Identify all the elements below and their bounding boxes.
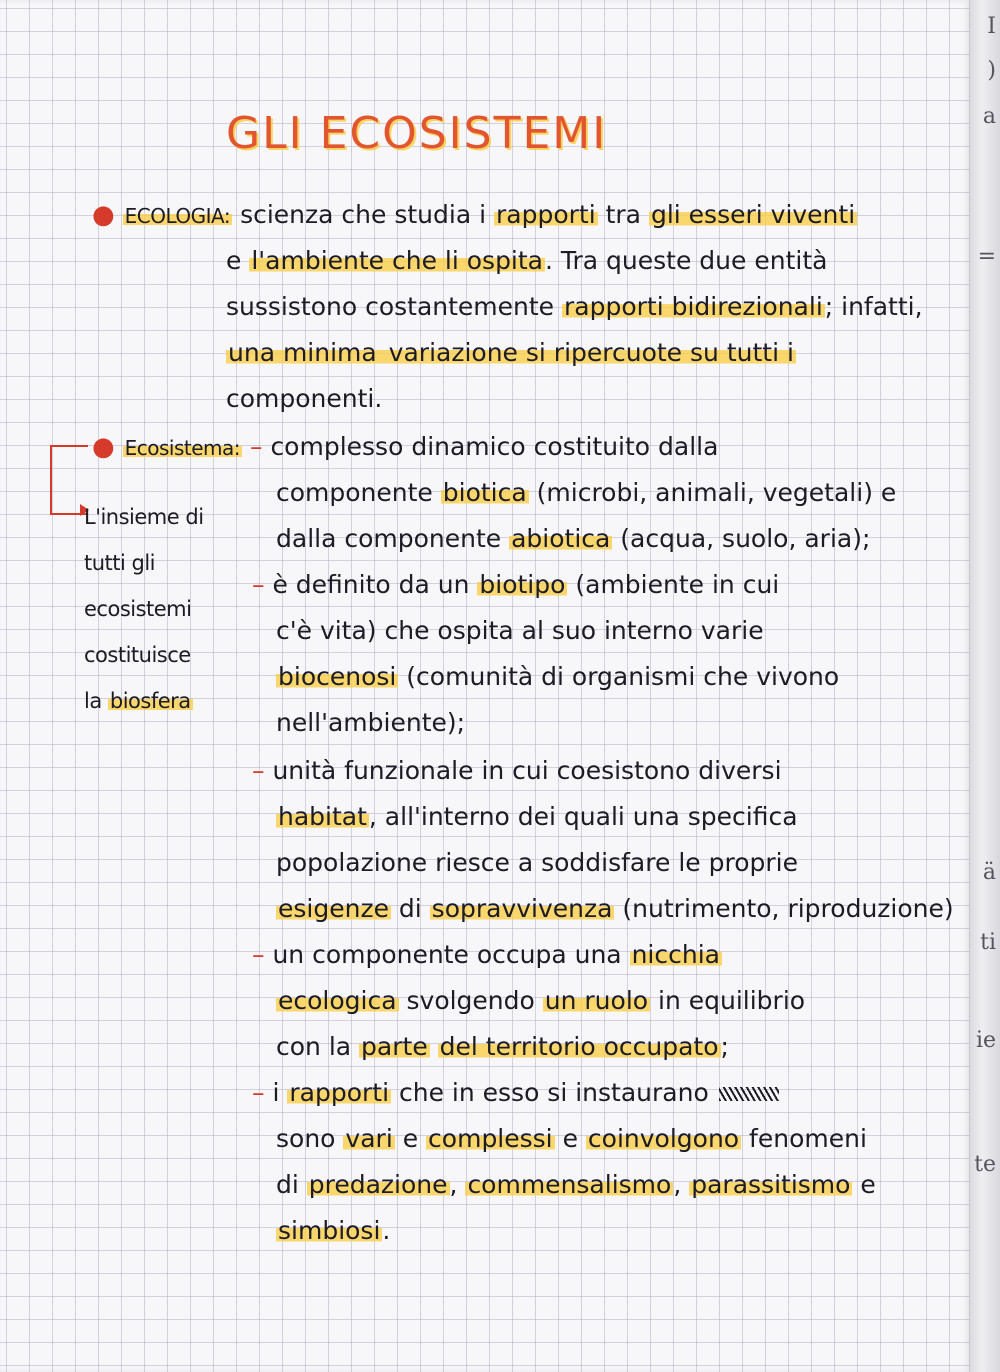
text-segment: popolazione riesce a soddisfare bbox=[276, 848, 671, 877]
side-note-line: L'insieme di bbox=[84, 505, 204, 529]
ecosistema-line-9 bbox=[276, 802, 798, 831]
text-segment: tra bbox=[597, 200, 649, 229]
text-segment: svolgendo bbox=[398, 986, 543, 1015]
highlight-esigenze: esigenze bbox=[278, 894, 389, 923]
text-segment: e bbox=[226, 246, 250, 275]
page-title: GLI ECOSISTEMI bbox=[226, 108, 608, 159]
ecosistema-line-1 bbox=[92, 432, 718, 462]
ecosistema-line-18 bbox=[276, 1216, 390, 1245]
text-segment: che in esso si instaurano bbox=[391, 1078, 709, 1107]
text-segment: scienza che studia i bbox=[240, 200, 494, 229]
ecologia-line-5: componenti. bbox=[226, 384, 383, 413]
edge-glyph: I bbox=[987, 14, 996, 39]
highlight-vari: vari bbox=[345, 1124, 393, 1153]
highlight-rapporti-2: rapporti bbox=[289, 1078, 390, 1107]
text-segment: unità funzionale in cui coesistono diversi bbox=[272, 756, 782, 785]
text-segment: complesso dinamico costituito dalla bbox=[270, 432, 719, 461]
highlight-commensalismo: commensalismo bbox=[467, 1170, 672, 1199]
side-note-line: ecosistemi bbox=[84, 597, 192, 621]
text-segment: un componente occupa una bbox=[272, 940, 630, 969]
text-segment: la bbox=[84, 689, 108, 713]
ecosistema-line-11 bbox=[276, 894, 954, 923]
dash-icon: – bbox=[252, 756, 265, 785]
highlight-nicchia: nicchia bbox=[631, 940, 720, 969]
text-segment: sono bbox=[276, 1124, 344, 1153]
dash-icon: – bbox=[252, 570, 265, 599]
text-segment: fenomeni bbox=[741, 1124, 867, 1153]
edge-glyph: te bbox=[974, 1152, 996, 1177]
text-segment: (comunità di organismi che vivono bbox=[398, 662, 840, 691]
ecosistema-line-7: nell'ambiente); bbox=[276, 708, 466, 737]
text-segment: le proprie bbox=[670, 848, 798, 877]
highlight-predazione: predazione bbox=[308, 1170, 448, 1199]
ecosistema-line-8 bbox=[252, 756, 782, 785]
highlight-una-minima: una minima bbox=[228, 338, 385, 367]
text-segment: e bbox=[554, 1124, 586, 1153]
highlight-complessi: complessi bbox=[428, 1124, 553, 1153]
text-segment: con la bbox=[276, 1032, 360, 1061]
edge-glyph: ti bbox=[980, 930, 996, 955]
ecologia-line-4 bbox=[226, 338, 796, 367]
ecosistema-line-3 bbox=[276, 524, 870, 553]
text-segment: in equilibrio bbox=[650, 986, 806, 1015]
ecologia-line-3 bbox=[226, 292, 923, 321]
highlight-biosfera: biosfera bbox=[109, 689, 191, 713]
ecosistema-line-10 bbox=[276, 848, 798, 877]
bullet-dot-icon: ● bbox=[92, 200, 115, 230]
text-segment: ; infatti, bbox=[824, 292, 923, 321]
ecosistema-line-4 bbox=[252, 570, 779, 599]
text-segment: è definito da un bbox=[272, 570, 478, 599]
ecosistema-line-2 bbox=[276, 478, 896, 507]
edge-glyph: ä bbox=[982, 860, 996, 885]
text-segment bbox=[430, 1032, 438, 1061]
ecologia-term: ECOLOGIA: bbox=[124, 204, 231, 228]
ecosistema-line-13 bbox=[276, 986, 805, 1015]
side-note-line: costituisce bbox=[84, 643, 191, 667]
highlight-biotipo: biotipo bbox=[479, 570, 566, 599]
highlight-territorio-occupato: del territorio occupato bbox=[439, 1032, 719, 1061]
edge-glyph: ie bbox=[975, 1028, 996, 1053]
text-segment: . bbox=[382, 1216, 391, 1245]
highlight-biocenosi: biocenosi bbox=[278, 662, 397, 691]
dash-icon: – bbox=[249, 432, 263, 461]
ecosistema-line-14 bbox=[276, 1032, 729, 1061]
text-segment: (nutrimento, riproduzione) bbox=[614, 894, 954, 923]
ecosistema-line-12 bbox=[252, 940, 722, 969]
edge-glyph: = bbox=[977, 244, 996, 269]
bullet-dot-icon: ● bbox=[92, 432, 115, 462]
text-segment: , all'interno dei quali una specifica bbox=[368, 802, 798, 831]
highlight-ruolo: un ruolo bbox=[544, 986, 649, 1015]
text-segment: e bbox=[852, 1170, 876, 1199]
ecosistema-line-5: c'è vita) che ospita al suo interno varie bbox=[276, 616, 764, 645]
highlight-coinvolgono: coinvolgono bbox=[587, 1124, 740, 1153]
highlight-esseri-viventi: gli esseri viventi bbox=[650, 200, 856, 229]
text-segment: e bbox=[394, 1124, 427, 1153]
text-segment: di bbox=[390, 894, 430, 923]
edge-glyph: ) bbox=[987, 58, 996, 83]
text-segment: componente bbox=[276, 478, 441, 507]
text-segment: sussistono costantemente bbox=[226, 292, 562, 321]
scribble-out-mark bbox=[719, 1087, 779, 1101]
dash-icon: – bbox=[252, 940, 265, 969]
ecologia-line-2 bbox=[226, 246, 827, 275]
ecosistema-term: Ecosistema: bbox=[124, 436, 241, 460]
text-segment: (ambiente in cui bbox=[567, 570, 780, 599]
highlight-ambiente: l'ambiente che li ospita bbox=[251, 246, 544, 275]
ecosistema-line-17 bbox=[276, 1170, 876, 1199]
highlight-biotica: biotica bbox=[442, 478, 527, 507]
edge-glyph: a bbox=[982, 104, 996, 129]
side-note-line bbox=[84, 678, 234, 724]
highlight-parassitismo: parassitismo bbox=[691, 1170, 851, 1199]
ecosistema-line-6 bbox=[276, 662, 839, 691]
highlight-abiotica: abiotica bbox=[511, 524, 611, 553]
ecosistema-line-16 bbox=[276, 1124, 867, 1153]
highlight-habitat: habitat bbox=[278, 802, 367, 831]
text-segment: dalla componente bbox=[276, 524, 510, 553]
highlight-rapporti-bidirezionali: rapporti bidirezionali bbox=[564, 292, 823, 321]
text-segment: , bbox=[673, 1170, 690, 1199]
ecologia-line-1 bbox=[92, 200, 857, 230]
dash-icon: – bbox=[252, 1078, 265, 1107]
text-segment: (acqua, suolo, aria); bbox=[612, 524, 871, 553]
ecosistema-line-15 bbox=[252, 1078, 779, 1107]
side-note bbox=[84, 494, 234, 724]
text-segment: ; bbox=[720, 1032, 729, 1061]
text-segment: (microbi, animali, vegetali) e bbox=[528, 478, 897, 507]
highlight-simbiosi: simbiosi bbox=[278, 1216, 381, 1245]
highlight-sopravvivenza: sopravvivenza bbox=[431, 894, 613, 923]
highlight-variazione: variazione si ripercuote su tutti i bbox=[388, 338, 794, 367]
highlight-parte: parte bbox=[361, 1032, 428, 1061]
text-segment: di bbox=[276, 1170, 307, 1199]
notebook-binding-edge bbox=[969, 0, 1000, 1372]
text-segment: . Tra queste due entità bbox=[545, 246, 828, 275]
text-segment: , bbox=[449, 1170, 466, 1199]
highlight-ecologica: ecologica bbox=[278, 986, 397, 1015]
highlight-rapporti: rapporti bbox=[495, 200, 596, 229]
side-note-line: tutti gli bbox=[84, 551, 156, 575]
text-segment: i bbox=[272, 1078, 288, 1107]
